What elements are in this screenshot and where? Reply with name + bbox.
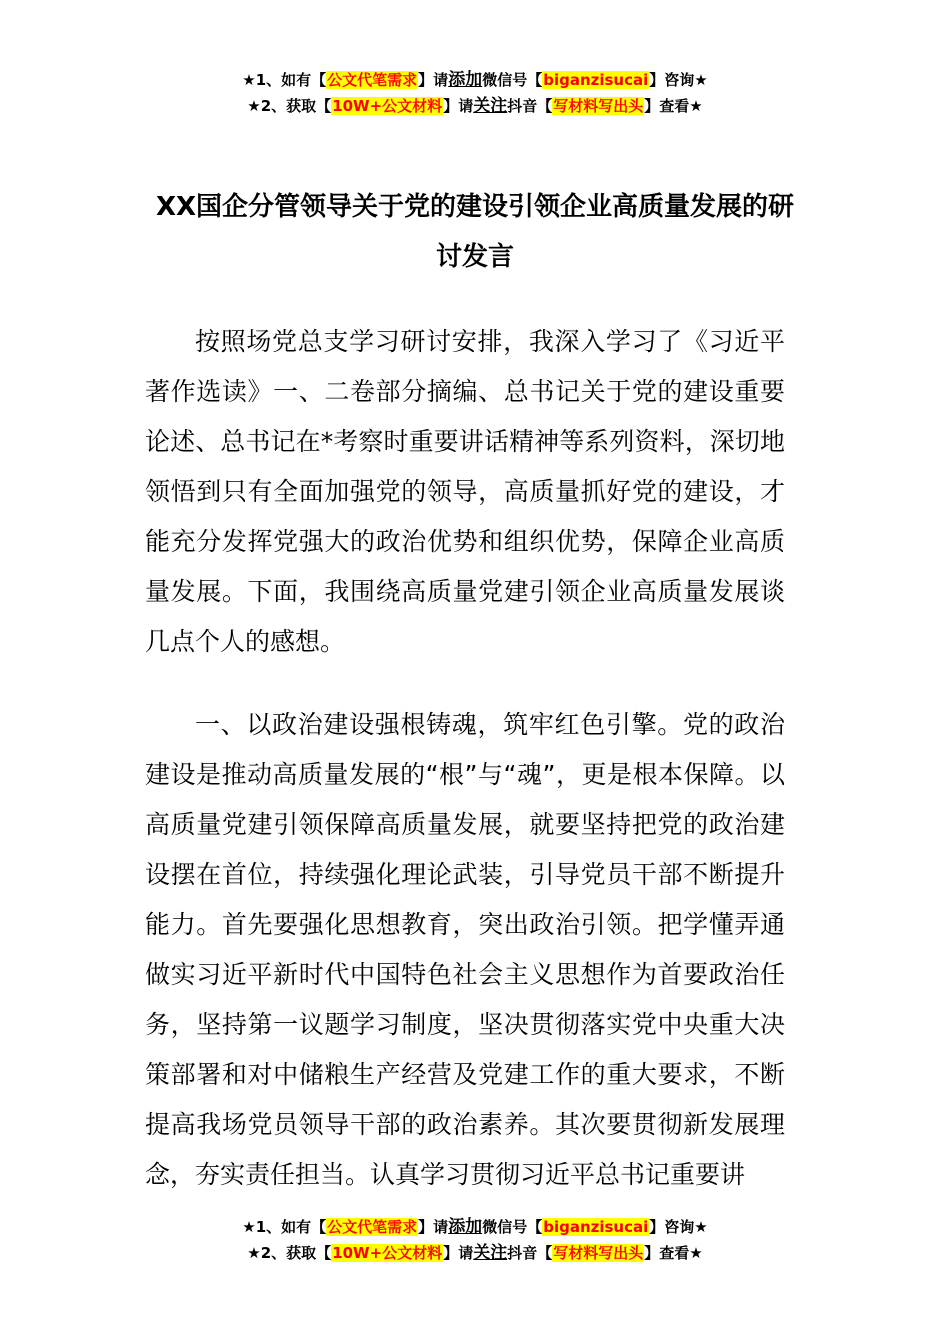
header-line-2-text-2: 抖音【 bbox=[507, 97, 553, 115]
footer-line-2-prefix: ★2、获取【 bbox=[247, 1244, 332, 1262]
header-line-1-text: 】请 bbox=[418, 71, 449, 89]
footer-emphasis-follow: 关注 bbox=[473, 1243, 508, 1263]
header-highlight-service: 公文代笔需求 bbox=[327, 71, 418, 89]
footer-line-2-suffix: 】查看★ bbox=[644, 1244, 703, 1262]
footer-highlight-service: 公文代笔需求 bbox=[327, 1218, 418, 1236]
header-highlight-wechat-id: biganzisucai bbox=[543, 71, 649, 89]
footer-line-1-text-2: 微信号【 bbox=[482, 1218, 543, 1236]
footer-emphasis-add: 添加 bbox=[448, 1217, 483, 1237]
header-line-1-suffix: 】咨询★ bbox=[649, 71, 708, 89]
paragraph-section-1: 一、以政治建设强根铸魂，筑牢红色引擎。党的政治建设是推动高质量发展的“根”与“魂”，更是根本保障。以高质量党建引领保障高质量发展，就要坚持把党的政治建设摆在首位，持续强化理论武装，引导党员干部不断提升能力。首先要强化思想教育，突出政治引领。把学懂弄通做实习近平新时代中国特色社会主义思想作为首要政治任务，坚持第一议题学习制度，坚决贯彻落实党中央重大决策部署和对中储粮生产经营及党建工作的重大要求，不断提高我场党员领导干部的政治素养。其次要贯彻新发展理念，夯实责任担当。认真学习贯彻习近平总书记重要讲 bbox=[145, 710, 785, 1189]
footer-highlight-wechat-id: biganzisucai bbox=[543, 1218, 649, 1236]
header-line-2-suffix: 】查看★ bbox=[644, 97, 703, 115]
footer-line-1-suffix: 】咨询★ bbox=[649, 1218, 708, 1236]
header-line-2 bbox=[0, 93, 950, 119]
header-emphasis-add: 添加 bbox=[448, 70, 483, 90]
header-banner bbox=[0, 67, 950, 119]
footer-line-1-text: 】请 bbox=[418, 1218, 449, 1236]
paragraph-intro: 按照场党总支学习研讨安排，我深入学习了《习近平著作选读》一、二卷部分摘编、总书记关于党的建设重要论述、总书记在*考察时重要讲话精神等系列资料，深切地领悟到只有全面加强党的领导，高质量抓好党的建设，才能充分发挥党强大的政治优势和组织优势，保障企业高质量发展。下面，我围绕高质量党建引领企业高质量发展谈几点个人的感想。 bbox=[145, 327, 785, 656]
footer-highlight-douyin: 写材料写出头 bbox=[553, 1244, 644, 1262]
footer-line-1 bbox=[0, 1214, 950, 1240]
header-line-1-text-2: 微信号【 bbox=[482, 71, 543, 89]
footer-banner bbox=[0, 1214, 950, 1266]
header-line-2-prefix: ★2、获取【 bbox=[247, 97, 332, 115]
footer-line-1-prefix: ★1、如有【 bbox=[242, 1218, 327, 1236]
header-line-1-prefix: ★1、如有【 bbox=[242, 71, 327, 89]
header-highlight-douyin: 写材料写出头 bbox=[553, 97, 644, 115]
document-title: XX国企分管领导关于党的建设引领企业高质量发展的研讨发言 bbox=[155, 192, 795, 272]
footer-highlight-materials: 10W+公文材料 bbox=[332, 1244, 443, 1262]
header-highlight-materials: 10W+公文材料 bbox=[332, 97, 443, 115]
header-line-1 bbox=[0, 67, 950, 93]
header-line-2-text: 】请 bbox=[443, 97, 474, 115]
footer-line-2-text: 】请 bbox=[443, 1244, 474, 1262]
footer-line-2-text-2: 抖音【 bbox=[507, 1244, 553, 1262]
header-emphasis-follow: 关注 bbox=[473, 96, 508, 116]
footer-line-2 bbox=[0, 1240, 950, 1266]
